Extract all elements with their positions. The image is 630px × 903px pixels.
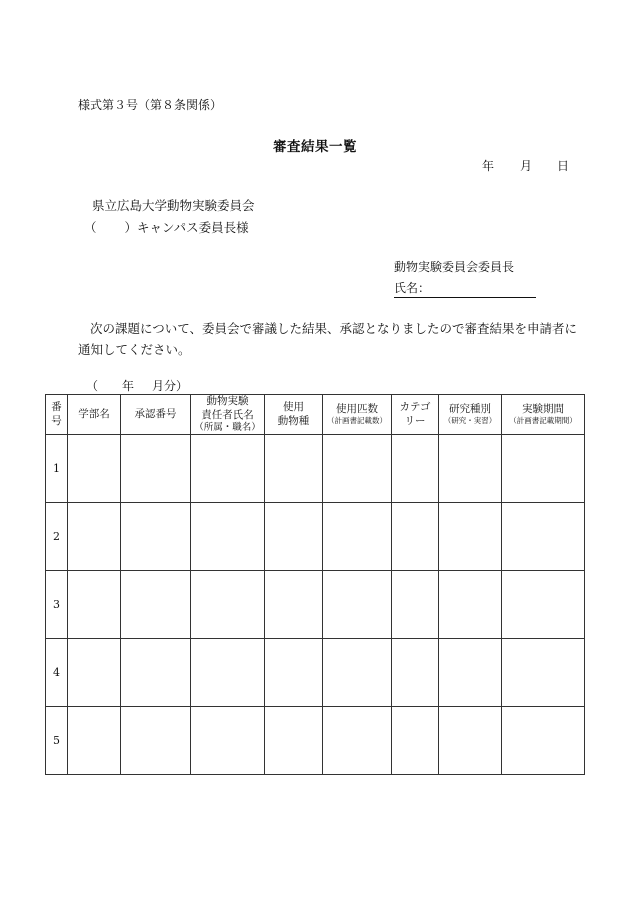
campus-paren-close: ） bbox=[124, 220, 138, 235]
row-number: 1 bbox=[46, 435, 68, 503]
date-month-label: 月 bbox=[520, 159, 533, 173]
cell-faculty[interactable] bbox=[68, 707, 121, 775]
table-header-row bbox=[46, 395, 585, 435]
table-row bbox=[46, 707, 585, 775]
header-approval-no: 承認番号 bbox=[121, 395, 191, 435]
cell-count[interactable] bbox=[323, 503, 392, 571]
table-row bbox=[46, 435, 585, 503]
header-count: 使用匹数 （計画書記載数） bbox=[323, 395, 392, 435]
row-number: 3 bbox=[46, 571, 68, 639]
campus-paren-open: （ bbox=[84, 220, 97, 235]
results-table bbox=[45, 394, 585, 775]
cell-count[interactable] bbox=[323, 435, 392, 503]
table-row bbox=[46, 503, 585, 571]
cell-faculty[interactable] bbox=[68, 571, 121, 639]
cell-category[interactable] bbox=[392, 639, 439, 707]
cell-research-type[interactable] bbox=[439, 435, 502, 503]
cell-responsible[interactable] bbox=[191, 435, 265, 503]
row-number: 2 bbox=[46, 503, 68, 571]
cell-research-type[interactable] bbox=[439, 707, 502, 775]
cell-species[interactable] bbox=[265, 571, 323, 639]
cell-approval-no[interactable] bbox=[121, 503, 191, 571]
header-category: カテゴ リー bbox=[392, 395, 439, 435]
header-responsible: 動物実験 責任者氏名 （所属・職名） bbox=[191, 395, 265, 435]
campus-suffix: キャンパス委員長様 bbox=[137, 220, 249, 235]
header-research-type: 研究種別 （研究・実習） bbox=[439, 395, 502, 435]
sender-name-label: 氏名： bbox=[394, 281, 431, 295]
header-faculty: 学部名 bbox=[68, 395, 121, 435]
cell-count[interactable] bbox=[323, 639, 392, 707]
body-text-line2: 通知してください。 bbox=[78, 342, 191, 357]
cell-approval-no[interactable] bbox=[121, 707, 191, 775]
cell-period[interactable] bbox=[502, 503, 585, 571]
cell-category[interactable] bbox=[392, 435, 439, 503]
date-day-label: 日 bbox=[557, 159, 570, 173]
header-species: 使用 動物種 bbox=[265, 395, 323, 435]
cell-research-type[interactable] bbox=[439, 639, 502, 707]
cell-responsible[interactable] bbox=[191, 639, 265, 707]
cell-count[interactable] bbox=[323, 707, 392, 775]
cell-period[interactable] bbox=[502, 639, 585, 707]
cell-approval-no[interactable] bbox=[121, 639, 191, 707]
row-number: 4 bbox=[46, 639, 68, 707]
period-paren-open: （ bbox=[86, 379, 99, 393]
cell-category[interactable] bbox=[392, 571, 439, 639]
cell-species[interactable] bbox=[265, 639, 323, 707]
table-row bbox=[46, 571, 585, 639]
sender-name-field bbox=[394, 279, 536, 298]
cell-period[interactable] bbox=[502, 435, 585, 503]
cell-responsible[interactable] bbox=[191, 503, 265, 571]
cell-approval-no[interactable] bbox=[121, 435, 191, 503]
cell-faculty[interactable] bbox=[68, 503, 121, 571]
cell-responsible[interactable] bbox=[191, 707, 265, 775]
header-no: 番 号 bbox=[46, 395, 68, 435]
addressee-committee: 県立広島大学動物実験委員会 bbox=[92, 198, 255, 213]
header-period: 実験期間 （計画書記載期間） bbox=[502, 395, 585, 435]
cell-faculty[interactable] bbox=[68, 435, 121, 503]
form-number: 様式第３号（第８条関係） bbox=[78, 98, 223, 112]
period-month: 月分） bbox=[152, 379, 189, 393]
cell-period[interactable] bbox=[502, 571, 585, 639]
cell-responsible[interactable] bbox=[191, 571, 265, 639]
cell-category[interactable] bbox=[392, 503, 439, 571]
report-period bbox=[86, 377, 188, 394]
period-year: 年 bbox=[122, 379, 135, 393]
cell-period[interactable] bbox=[502, 707, 585, 775]
cell-category[interactable] bbox=[392, 707, 439, 775]
body-text-line1: 次の課題について、委員会で審議した結果、承認となりましたので審査結果を申請者に bbox=[90, 321, 578, 336]
cell-approval-no[interactable] bbox=[121, 571, 191, 639]
cell-species[interactable] bbox=[265, 707, 323, 775]
sender-title: 動物実験委員会委員長 bbox=[394, 260, 515, 274]
cell-research-type[interactable] bbox=[439, 571, 502, 639]
cell-species[interactable] bbox=[265, 435, 323, 503]
cell-species[interactable] bbox=[265, 503, 323, 571]
date-year-label: 年 bbox=[482, 159, 495, 173]
cell-count[interactable] bbox=[323, 571, 392, 639]
cell-faculty[interactable] bbox=[68, 639, 121, 707]
table-row bbox=[46, 639, 585, 707]
page-title: 審査結果一覧 bbox=[273, 139, 357, 155]
cell-research-type[interactable] bbox=[439, 503, 502, 571]
row-number: 5 bbox=[46, 707, 68, 775]
addressee-campus bbox=[84, 218, 249, 236]
